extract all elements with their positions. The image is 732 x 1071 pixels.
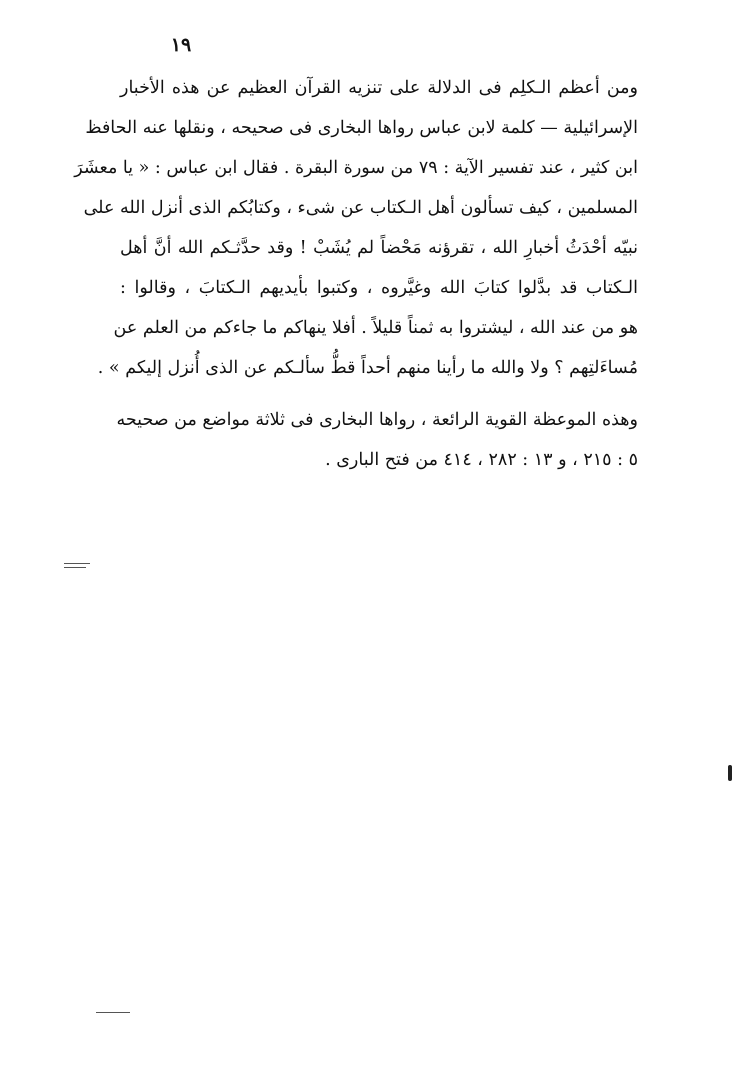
text-line: ومن أعظم الـكلِم فى الدلالة على تنزيه القرآن العظيم عن هذه الأخبار xyxy=(120,78,638,98)
text-line: مُساءَلتِهم ؟ ولا والله ما رأينا منهم أحداً قطُّ سألـكم عن الذى أُنزل إليكم » . xyxy=(97,358,638,378)
text-line: المسلمين ، كيف تسألون أهل الـكتاب عن شىء ، وكتابُكم الذى أنزل الله على xyxy=(83,198,638,218)
text-line: الإسرائيلية — كلمة لابن عباس رواها البخارى فى صحيحه ، ونقلها عنه الحافظ xyxy=(85,118,638,138)
paragraph-note xyxy=(116,404,638,484)
scan-speck xyxy=(64,563,90,564)
text-line: وهذه الموعظة القوية الرائعة ، رواها البخارى فى ثلاثة مواضع من صحيحه xyxy=(116,410,638,430)
scan-edge-mark xyxy=(728,765,732,781)
text-line: الـكتاب قد بدَّلوا كتابَ الله وغيَّروه ، وكتبوا بأيديهم الـكتابَ ، وقالوا : xyxy=(120,278,638,298)
paragraph-main xyxy=(74,72,638,392)
text-line: ٥ : ٢١٥ ، و ١٣ : ٢٨٢ ، ٤١٤ من فتح البارى . xyxy=(325,450,638,470)
page-number: ١٩ xyxy=(170,34,192,56)
text-line: هو من عند الله ، ليشتروا به ثمناً قليلاً . أفلا ينهاكم ما جاءكم من العلم عن xyxy=(113,318,638,338)
text-line: ابن كثير ، عند تفسير الآية : ٧٩ من سورة البقرة . فقال ابن عباس : « يا معشَرَ xyxy=(74,158,638,178)
scan-speck xyxy=(64,567,86,568)
text-line: نبيّه أحْدَثُ أخبارِ الله ، تقرؤنه مَحْضاً لم يُشَبْ ! وقد حدَّثـكم الله أنَّ أهل xyxy=(120,238,638,258)
scan-speck xyxy=(96,1012,130,1013)
